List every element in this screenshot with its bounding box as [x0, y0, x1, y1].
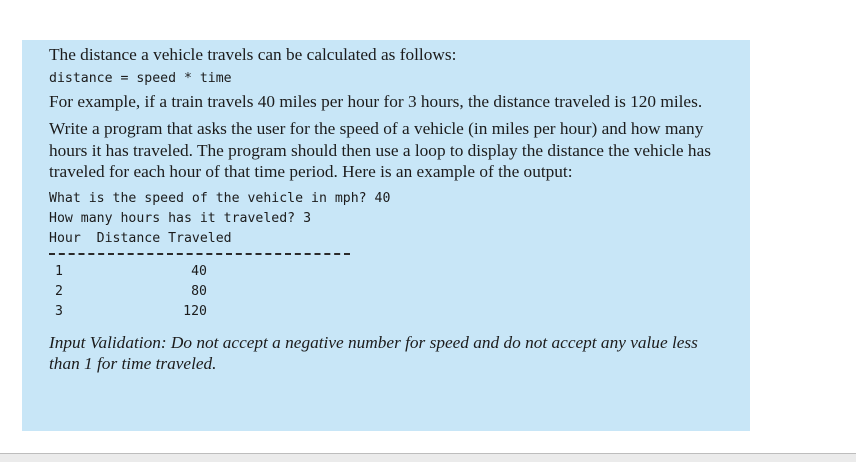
output-row — [49, 282, 722, 302]
exercise-box — [22, 40, 750, 431]
output-row-hour: 2 — [55, 283, 63, 299]
output-row-hour: 3 — [55, 303, 63, 319]
output-prompt-hours: How many hours has it traveled? 3 — [49, 210, 312, 226]
output-row-distance: 80 — [191, 283, 207, 299]
intro-text: The distance a vehicle travels can be calculated as follows: — [49, 45, 457, 64]
output-row — [49, 262, 722, 282]
output-row-distance: 40 — [191, 263, 207, 279]
bottom-rule — [0, 453, 856, 462]
formula-text: distance = speed * time — [49, 70, 232, 86]
task-text: Write a program that asks the user for the speed of a vehicle (in miles per hour) and how many hours it has traveled. The program should then use a loop to display the distance the vehicle has traveled for each hour of that time period. Here is an example of the output: — [49, 119, 711, 181]
output-prompt-speed: What is the speed of the vehicle in mph? 40 — [49, 190, 391, 206]
sample-output — [49, 189, 722, 322]
output-row-hour: 1 — [55, 263, 63, 279]
output-table-header: Hour Distance Traveled — [49, 230, 232, 246]
output-rows — [49, 262, 722, 322]
output-divider — [49, 253, 350, 256]
input-validation-text: Input Validation: Do not accept a negative number for speed and do not accept any value less than 1 for time traveled. — [49, 332, 698, 373]
output-row-distance: 120 — [183, 303, 207, 319]
output-row — [49, 302, 722, 322]
example-text: For example, if a train travels 40 miles per hour for 3 hours, the distance traveled is 120 miles. — [49, 91, 703, 111]
